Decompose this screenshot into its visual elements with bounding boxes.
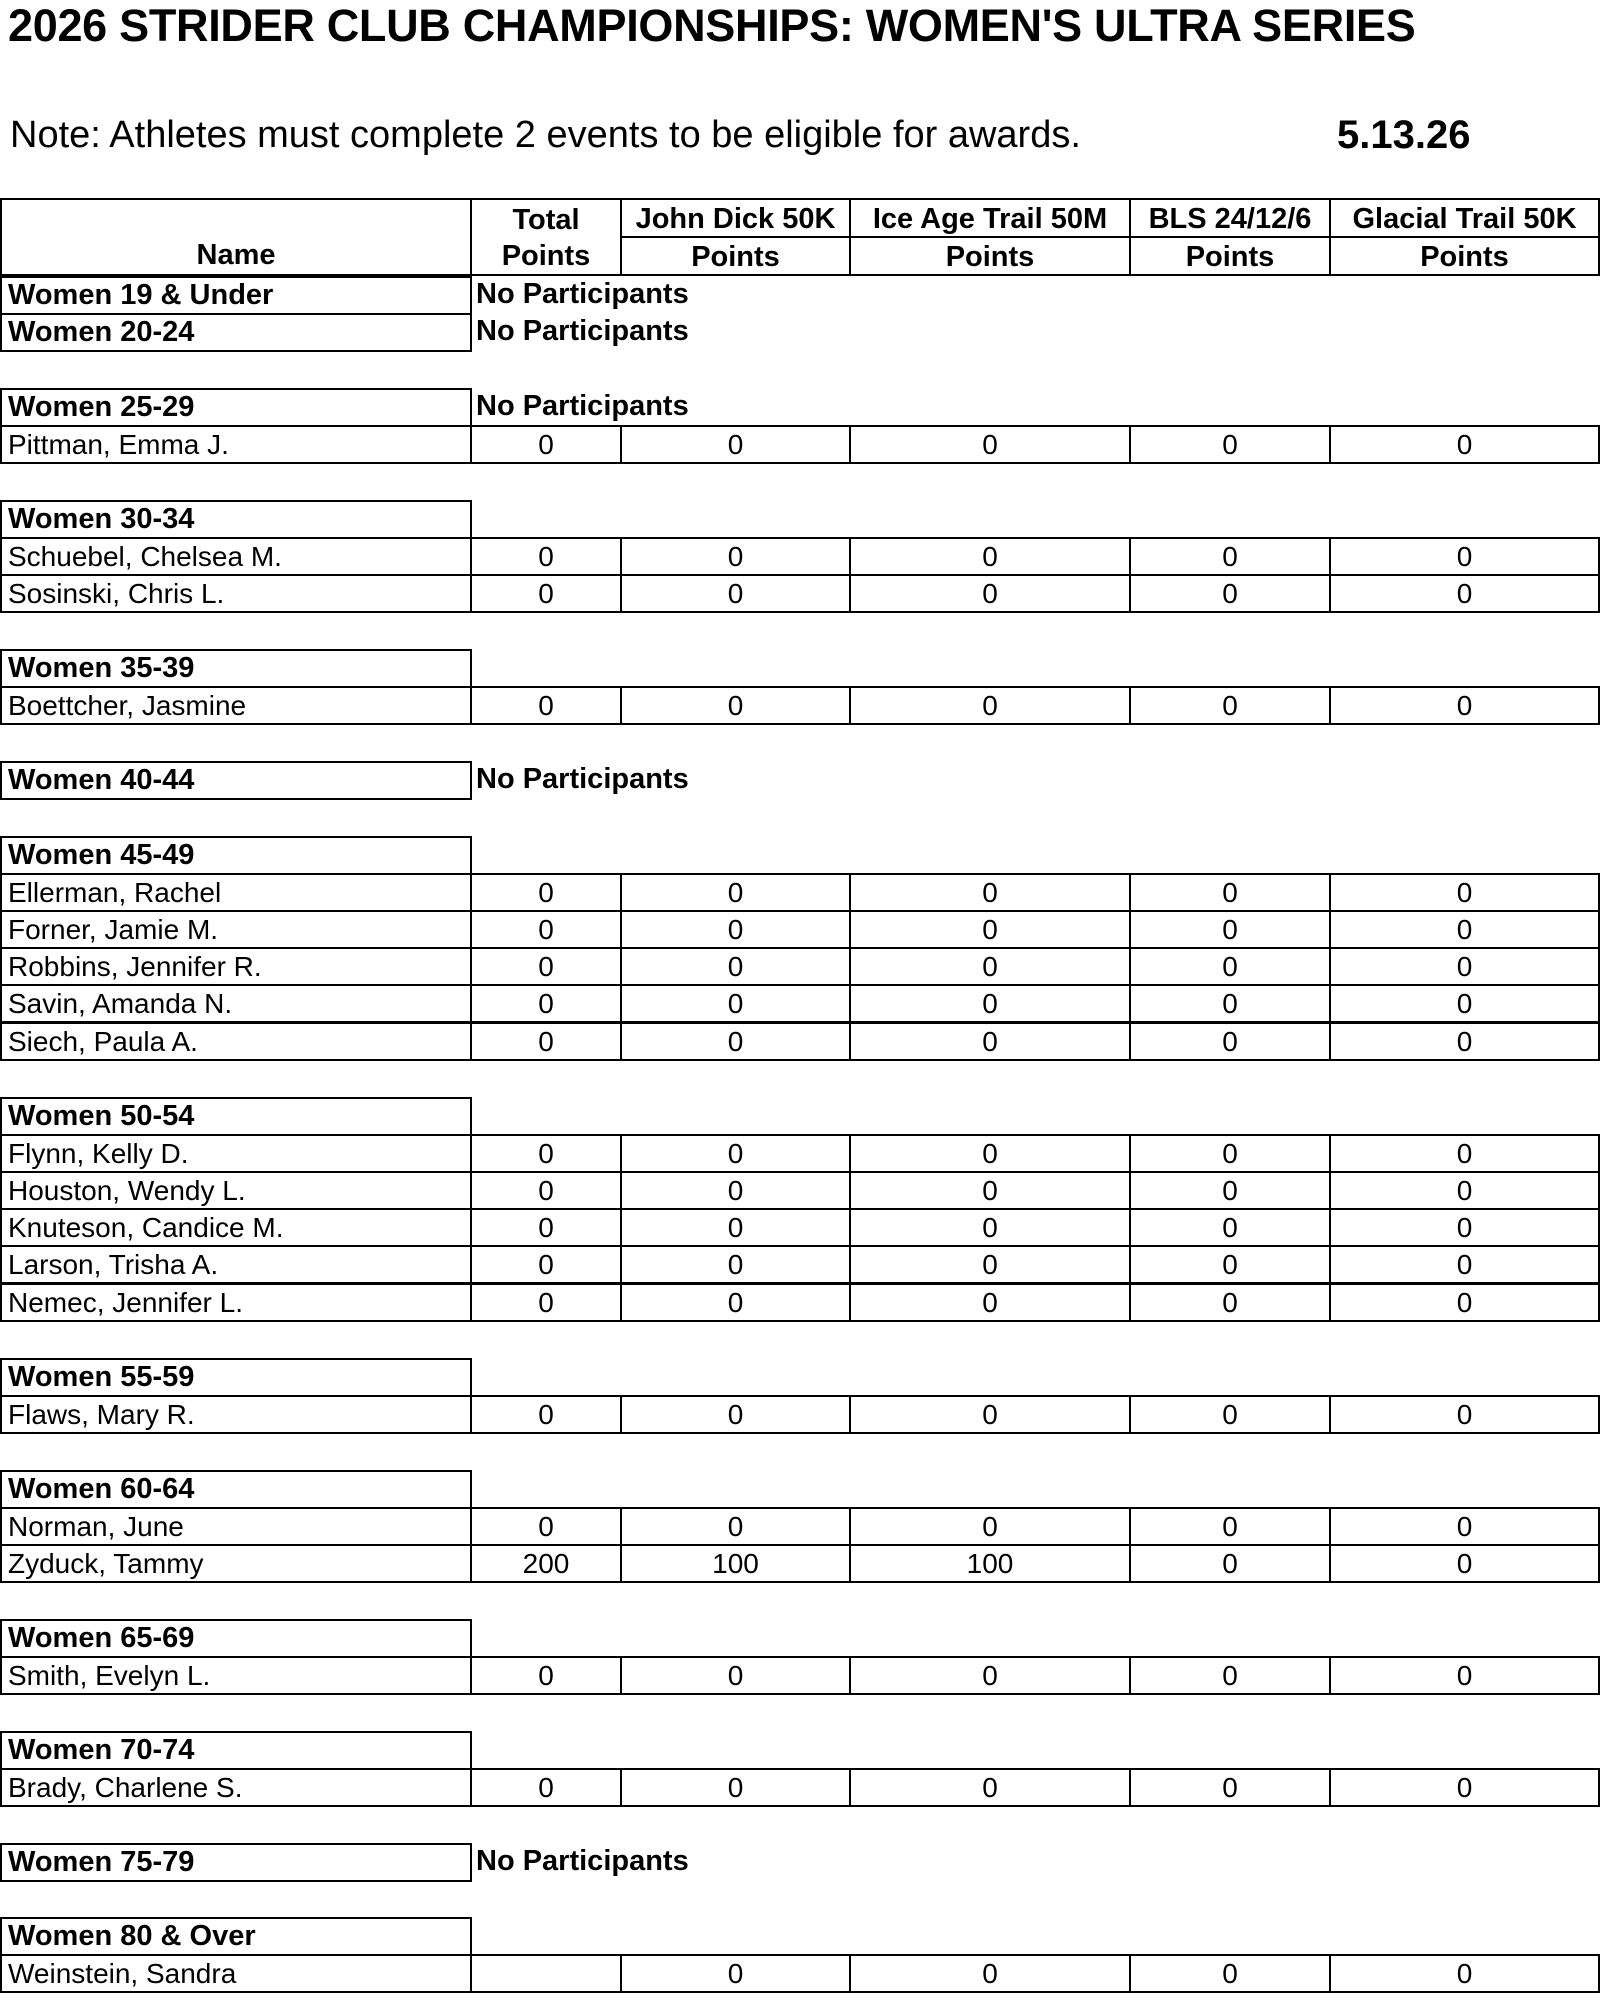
event-3-points: 0 <box>1129 984 1331 1023</box>
event-2-points: 0 <box>849 1283 1131 1322</box>
age-group-label: Women 19 & Under <box>0 276 472 315</box>
event-1-points: 0 <box>620 910 851 949</box>
event-4-points: 0 <box>1329 1171 1600 1210</box>
age-group-label: Women 35-39 <box>0 649 472 688</box>
event-3-points: 0 <box>1129 1507 1331 1546</box>
total-points: 0 <box>470 686 622 725</box>
table-row <box>0 910 1600 947</box>
event-1-points: 0 <box>620 537 851 576</box>
total-points: 0 <box>470 1245 622 1284</box>
event-1-points: 0 <box>620 1134 851 1173</box>
event-1-points: 0 <box>620 1395 851 1434</box>
age-group <box>0 649 1600 723</box>
age-group-header-row <box>0 1917 1600 1954</box>
header-points-4: Points <box>1329 236 1600 276</box>
athlete-name: Knuteson, Candice M. <box>0 1208 472 1247</box>
total-points: 0 <box>470 984 622 1023</box>
age-group <box>0 388 1600 462</box>
event-3-points: 0 <box>1129 1171 1331 1210</box>
table-row <box>0 1208 1600 1245</box>
event-2-points: 0 <box>849 1768 1131 1807</box>
event-2-points: 0 <box>849 537 1131 576</box>
event-4-points: 0 <box>1329 910 1600 949</box>
header-name: Name <box>0 198 472 276</box>
event-1-points: 0 <box>620 1208 851 1247</box>
event-3-points: 0 <box>1129 1656 1331 1695</box>
report-date: 5.13.26 <box>1337 113 1471 157</box>
age-group-label: Women 30-34 <box>0 500 472 539</box>
total-points: 0 <box>470 1283 622 1322</box>
event-2-points: 0 <box>849 1022 1131 1061</box>
table-header <box>0 198 1600 276</box>
event-2-points: 0 <box>849 873 1131 912</box>
event-1-points: 0 <box>620 425 851 464</box>
table-row <box>0 1283 1600 1320</box>
event-4-points: 0 <box>1329 537 1600 576</box>
header-points-3: Points <box>1129 236 1331 276</box>
event-3-points: 0 <box>1129 910 1331 949</box>
table-row <box>0 537 1600 574</box>
header-total-line1: Total <box>512 204 580 236</box>
no-participants-label: No Participants <box>476 315 689 348</box>
event-2-points: 0 <box>849 1134 1131 1173</box>
athlete-name: Nemec, Jennifer L. <box>0 1283 472 1322</box>
total-points: 0 <box>470 574 622 613</box>
header-points-2: Points <box>849 236 1131 276</box>
age-group-header-row <box>0 836 1600 873</box>
age-group-header-row <box>0 649 1600 686</box>
table-row <box>0 1395 1600 1432</box>
athlete-name: Pittman, Emma J. <box>0 425 472 464</box>
event-3-points: 0 <box>1129 1768 1331 1807</box>
header-event-3: BLS 24/12/6 <box>1129 198 1331 238</box>
age-group-header-row <box>0 1619 1600 1656</box>
total-points: 0 <box>470 537 622 576</box>
table-row <box>0 1954 1600 1991</box>
age-group-header-row <box>0 313 1600 350</box>
total-points: 0 <box>470 1134 622 1173</box>
event-3-points: 0 <box>1129 574 1331 613</box>
table-row <box>0 686 1600 723</box>
no-participants-label: No Participants <box>476 278 689 310</box>
event-4-points: 0 <box>1329 1544 1600 1583</box>
event-1-points: 0 <box>620 873 851 912</box>
age-group-header-row <box>0 500 1600 537</box>
event-1-points: 100 <box>620 1544 851 1583</box>
athlete-name: Larson, Trisha A. <box>0 1245 472 1284</box>
event-1-points: 0 <box>620 686 851 725</box>
athlete-name: Robbins, Jennifer R. <box>0 947 472 986</box>
athlete-name: Ellerman, Rachel <box>0 873 472 912</box>
total-points: 0 <box>470 1022 622 1061</box>
total-points: 0 <box>470 1208 622 1247</box>
header-total-line2: Points <box>501 240 591 272</box>
age-group-label: Women 25-29 <box>0 388 472 427</box>
event-4-points: 0 <box>1329 1656 1600 1695</box>
total-points <box>470 1954 622 1993</box>
age-group-header-row <box>0 1843 1600 1880</box>
age-group-header-row <box>0 1470 1600 1507</box>
table-row <box>0 1022 1600 1059</box>
eligibility-note: Note: Athletes must complete 2 events to be eligible for awards. <box>10 114 1081 156</box>
event-4-points: 0 <box>1329 984 1600 1023</box>
athlete-name: Weinstein, Sandra <box>0 1954 472 1993</box>
total-points: 0 <box>470 1656 622 1695</box>
athlete-name: Houston, Wendy L. <box>0 1171 472 1210</box>
age-group <box>0 313 1600 350</box>
event-2-points: 0 <box>849 1656 1131 1695</box>
event-4-points: 0 <box>1329 1954 1600 1993</box>
athlete-name: Siech, Paula A. <box>0 1022 472 1061</box>
event-1-points: 0 <box>620 947 851 986</box>
age-group-label: Women 65-69 <box>0 1619 472 1658</box>
event-2-points: 0 <box>849 686 1131 725</box>
event-1-points: 0 <box>620 1283 851 1322</box>
event-4-points: 0 <box>1329 1395 1600 1434</box>
event-2-points: 100 <box>849 1544 1131 1583</box>
event-1-points: 0 <box>620 1768 851 1807</box>
header-event-1: John Dick 50K <box>620 198 851 238</box>
total-points: 0 <box>470 873 622 912</box>
age-group-label: Women 80 & Over <box>0 1917 472 1956</box>
total-points: 0 <box>470 1768 622 1807</box>
event-1-points: 0 <box>620 1656 851 1695</box>
table-row <box>0 1544 1600 1581</box>
age-group <box>0 1731 1600 1805</box>
no-participants-label: No Participants <box>476 1844 689 1877</box>
event-4-points: 0 <box>1329 1022 1600 1061</box>
no-participants-label: No Participants <box>476 389 689 422</box>
header-event-4: Glacial Trail 50K <box>1329 198 1600 238</box>
event-3-points: 0 <box>1129 1954 1331 1993</box>
age-group <box>0 1843 1600 1880</box>
age-group-label: Women 50-54 <box>0 1097 472 1136</box>
age-group-header-row <box>0 1731 1600 1768</box>
event-4-points: 0 <box>1329 1283 1600 1322</box>
age-group-header-row <box>0 388 1600 425</box>
age-group <box>0 1358 1600 1432</box>
event-3-points: 0 <box>1129 947 1331 986</box>
age-group-header-row <box>0 761 1600 798</box>
event-2-points: 0 <box>849 574 1131 613</box>
table-row <box>0 1656 1600 1693</box>
event-1-points: 0 <box>620 984 851 1023</box>
event-1-points: 0 <box>620 1022 851 1061</box>
table-row <box>0 984 1600 1021</box>
age-group-label: Women 70-74 <box>0 1731 472 1770</box>
age-group-label: Women 55-59 <box>0 1358 472 1397</box>
table-row <box>0 1768 1600 1805</box>
athlete-name: Forner, Jamie M. <box>0 910 472 949</box>
event-2-points: 0 <box>849 1245 1131 1284</box>
athlete-name: Savin, Amanda N. <box>0 984 472 1023</box>
event-3-points: 0 <box>1129 1395 1331 1434</box>
event-3-points: 0 <box>1129 1208 1331 1247</box>
event-3-points: 0 <box>1129 1283 1331 1322</box>
table-row <box>0 1507 1600 1544</box>
athlete-name: Flaws, Mary R. <box>0 1395 472 1434</box>
event-4-points: 0 <box>1329 1507 1600 1546</box>
table-row <box>0 1134 1600 1171</box>
age-group <box>0 1619 1600 1693</box>
event-3-points: 0 <box>1129 686 1331 725</box>
age-group-header-row <box>0 1097 1600 1134</box>
table-row <box>0 873 1600 910</box>
total-points: 0 <box>470 425 622 464</box>
event-1-points: 0 <box>620 1507 851 1546</box>
total-points: 0 <box>470 947 622 986</box>
event-3-points: 0 <box>1129 537 1331 576</box>
total-points: 0 <box>470 910 622 949</box>
event-2-points: 0 <box>849 984 1131 1023</box>
event-3-points: 0 <box>1129 1245 1331 1284</box>
event-2-points: 0 <box>849 910 1131 949</box>
event-4-points: 0 <box>1329 686 1600 725</box>
age-group <box>0 1917 1600 1991</box>
table-row <box>0 1245 1600 1282</box>
athlete-name: Schuebel, Chelsea M. <box>0 537 472 576</box>
athlete-name: Smith, Evelyn L. <box>0 1656 472 1695</box>
athlete-name: Zyduck, Tammy <box>0 1544 472 1583</box>
event-1-points: 0 <box>620 1954 851 1993</box>
table-row <box>0 1171 1600 1208</box>
page-title: 2026 STRIDER CLUB CHAMPIONSHIPS: WOMEN'S ULTRA SERIES <box>8 0 1416 51</box>
event-1-points: 0 <box>620 574 851 613</box>
header-event-2: Ice Age Trail 50M <box>849 198 1131 238</box>
total-points: 0 <box>470 1507 622 1546</box>
event-2-points: 0 <box>849 1208 1131 1247</box>
no-participants-label: No Participants <box>476 762 689 795</box>
event-4-points: 0 <box>1329 1208 1600 1247</box>
event-4-points: 0 <box>1329 1245 1600 1284</box>
athlete-name: Norman, June <box>0 1507 472 1546</box>
event-3-points: 0 <box>1129 1544 1331 1583</box>
event-2-points: 0 <box>849 947 1131 986</box>
event-4-points: 0 <box>1329 1134 1600 1173</box>
event-3-points: 0 <box>1129 1134 1331 1173</box>
age-group <box>0 1097 1600 1320</box>
age-group-label: Women 40-44 <box>0 761 472 800</box>
header-points-1: Points <box>620 236 851 276</box>
event-4-points: 0 <box>1329 947 1600 986</box>
age-group <box>0 761 1600 798</box>
event-3-points: 0 <box>1129 425 1331 464</box>
event-3-points: 0 <box>1129 873 1331 912</box>
event-1-points: 0 <box>620 1245 851 1284</box>
age-group-header-row <box>0 276 1600 313</box>
age-group <box>0 836 1600 1059</box>
athlete-name: Boettcher, Jasmine <box>0 686 472 725</box>
age-group <box>0 500 1600 612</box>
age-group <box>0 1470 1600 1582</box>
event-4-points: 0 <box>1329 1768 1600 1807</box>
athlete-name: Flynn, Kelly D. <box>0 1134 472 1173</box>
event-4-points: 0 <box>1329 873 1600 912</box>
table-row <box>0 425 1600 462</box>
event-2-points: 0 <box>849 1171 1131 1210</box>
event-1-points: 0 <box>620 1171 851 1210</box>
age-group-label: Women 60-64 <box>0 1470 472 1509</box>
event-2-points: 0 <box>849 425 1131 464</box>
athlete-name: Sosinski, Chris L. <box>0 574 472 613</box>
event-2-points: 0 <box>849 1395 1131 1434</box>
age-group-label: Women 75-79 <box>0 1843 472 1882</box>
age-group <box>0 276 1600 313</box>
event-3-points: 0 <box>1129 1022 1331 1061</box>
header-total-points <box>470 198 622 276</box>
event-2-points: 0 <box>849 1954 1131 1993</box>
total-points: 0 <box>470 1395 622 1434</box>
total-points: 200 <box>470 1544 622 1583</box>
total-points: 0 <box>470 1171 622 1210</box>
age-group-header-row <box>0 1358 1600 1395</box>
table-row <box>0 947 1600 984</box>
table-row <box>0 574 1600 611</box>
event-4-points: 0 <box>1329 425 1600 464</box>
event-2-points: 0 <box>849 1507 1131 1546</box>
age-group-label: Women 20-24 <box>0 313 472 352</box>
athlete-name: Brady, Charlene S. <box>0 1768 472 1807</box>
age-group-label: Women 45-49 <box>0 836 472 875</box>
event-4-points: 0 <box>1329 574 1600 613</box>
